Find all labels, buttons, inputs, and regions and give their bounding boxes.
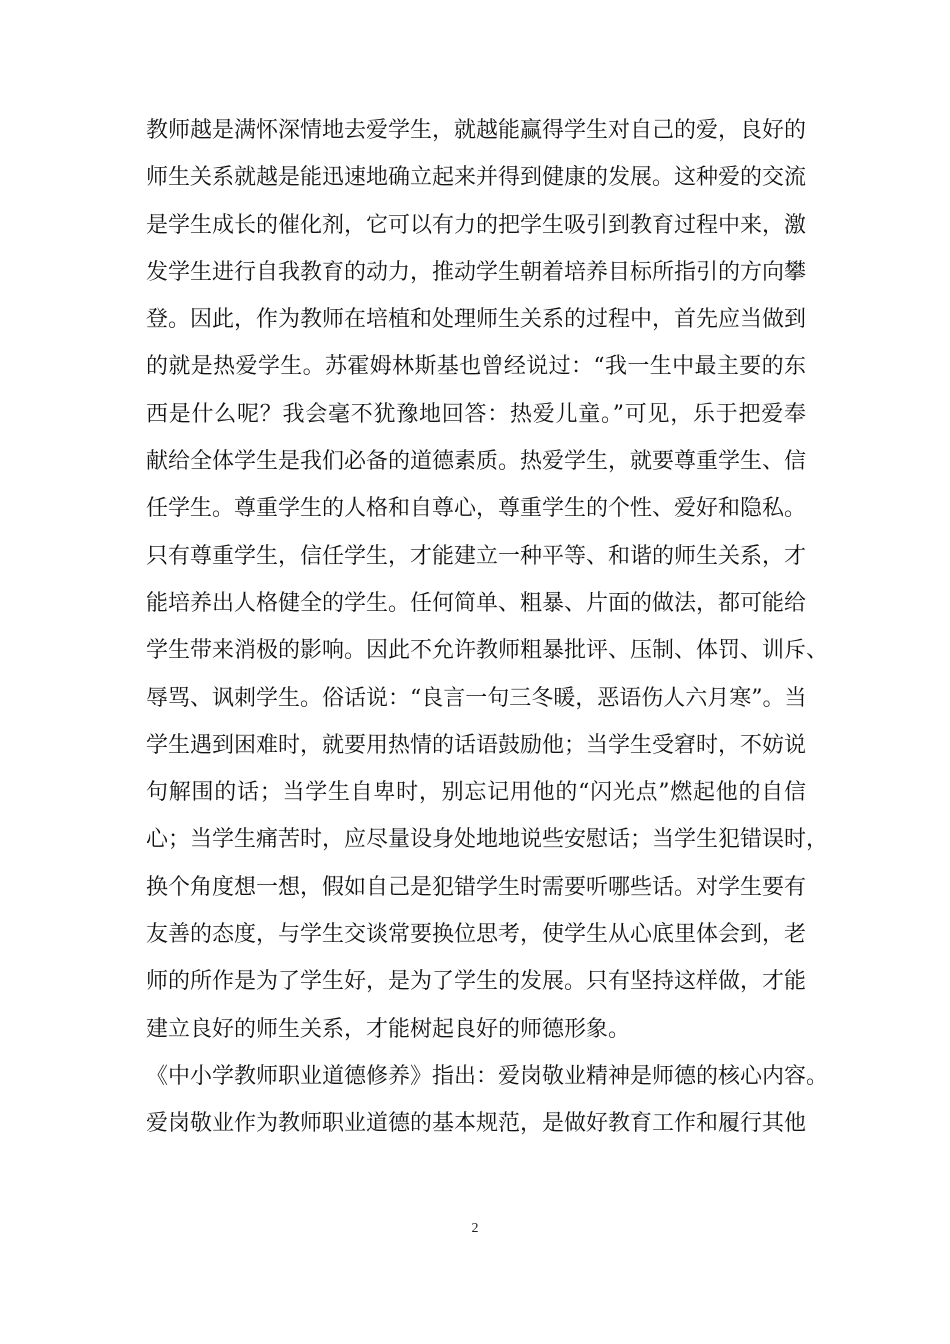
body-text bbox=[146, 107, 829, 1148]
text-line: 的就是热爱学生。苏霍姆林斯基也曾经说过：“我一生中最主要的东 bbox=[146, 354, 806, 380]
text-line: 献给全体学生是我们必备的道德素质。热爱学生，就要尊重学生、信 bbox=[146, 449, 807, 475]
text-line: 爱岗敬业作为教师职业道德的基本规范，是做好教育工作和履行其他 bbox=[146, 1111, 807, 1137]
text-line: 任学生。尊重学生的人格和自尊心，尊重学生的个性、爱好和隐私。 bbox=[146, 496, 807, 522]
text-line: 心；当学生痛苦时，应尽量设身处地地说些安慰话；当学生犯错误时， bbox=[146, 827, 829, 853]
text-line: 学生带来消极的影响。因此不允许教师粗暴批评、压制、体罚、训斥、 bbox=[146, 638, 829, 664]
text-line: 是学生成长的催化剂，它可以有力的把学生吸引到教育过程中来，激 bbox=[146, 212, 807, 238]
text-line: 教师越是满怀深情地去爱学生，就越能赢得学生对自己的爱，良好的 bbox=[146, 118, 807, 143]
text-line: 句解围的话；当学生自卑时，别忘记用他的“闪光点”燃起他的自信 bbox=[146, 780, 806, 806]
text-line: 登。因此，作为教师在培植和处理师生关系的过程中，首先应当做到 bbox=[146, 307, 807, 333]
paragraph-end-line: 建立良好的师生关系，才能树起良好的师德形象。 bbox=[146, 1016, 631, 1042]
page-number: 2 bbox=[471, 1221, 479, 1236]
text-line: 学生遇到困难时，就要用热情的话语鼓励他；当学生受窘时，不妨说 bbox=[146, 732, 807, 758]
text-line: 能培养出人格健全的学生。任何简单、粗暴、片面的做法，都可能给 bbox=[146, 590, 807, 616]
text-line: 只有尊重学生，信任学生，才能建立一种平等、和谐的师生关系，才 bbox=[146, 543, 807, 569]
text-line: 发学生进行自我教育的动力，推动学生朝着培养目标所指引的方向攀 bbox=[146, 259, 807, 285]
text-line: 《中小学教师职业道德修养》指出：爱岗敬业精神是师德的核心内容。 bbox=[146, 1063, 829, 1089]
text-line: 换个角度想一想，假如自己是犯错学生时需要听哪些话。对学生要有 bbox=[146, 874, 807, 900]
text-line: 友善的态度，与学生交谈常要换位思考，使学生从心底里体会到，老 bbox=[146, 922, 807, 948]
text-line: 师生关系就越是能迅速地确立起来并得到健康的发展。这种爱的交流 bbox=[146, 165, 807, 191]
text-line: 师的所作是为了学生好，是为了学生的发展。只有坚持这样做，才能 bbox=[146, 969, 807, 995]
text-line: 西是什么呢？我会毫不犹豫地回答：热爱儿童。”可见，乐于把爱奉 bbox=[146, 401, 806, 427]
text-line: 辱骂、讽刺学生。俗话说：“良言一句三冬暖，恶语伤人六月寒”。当 bbox=[146, 685, 807, 711]
